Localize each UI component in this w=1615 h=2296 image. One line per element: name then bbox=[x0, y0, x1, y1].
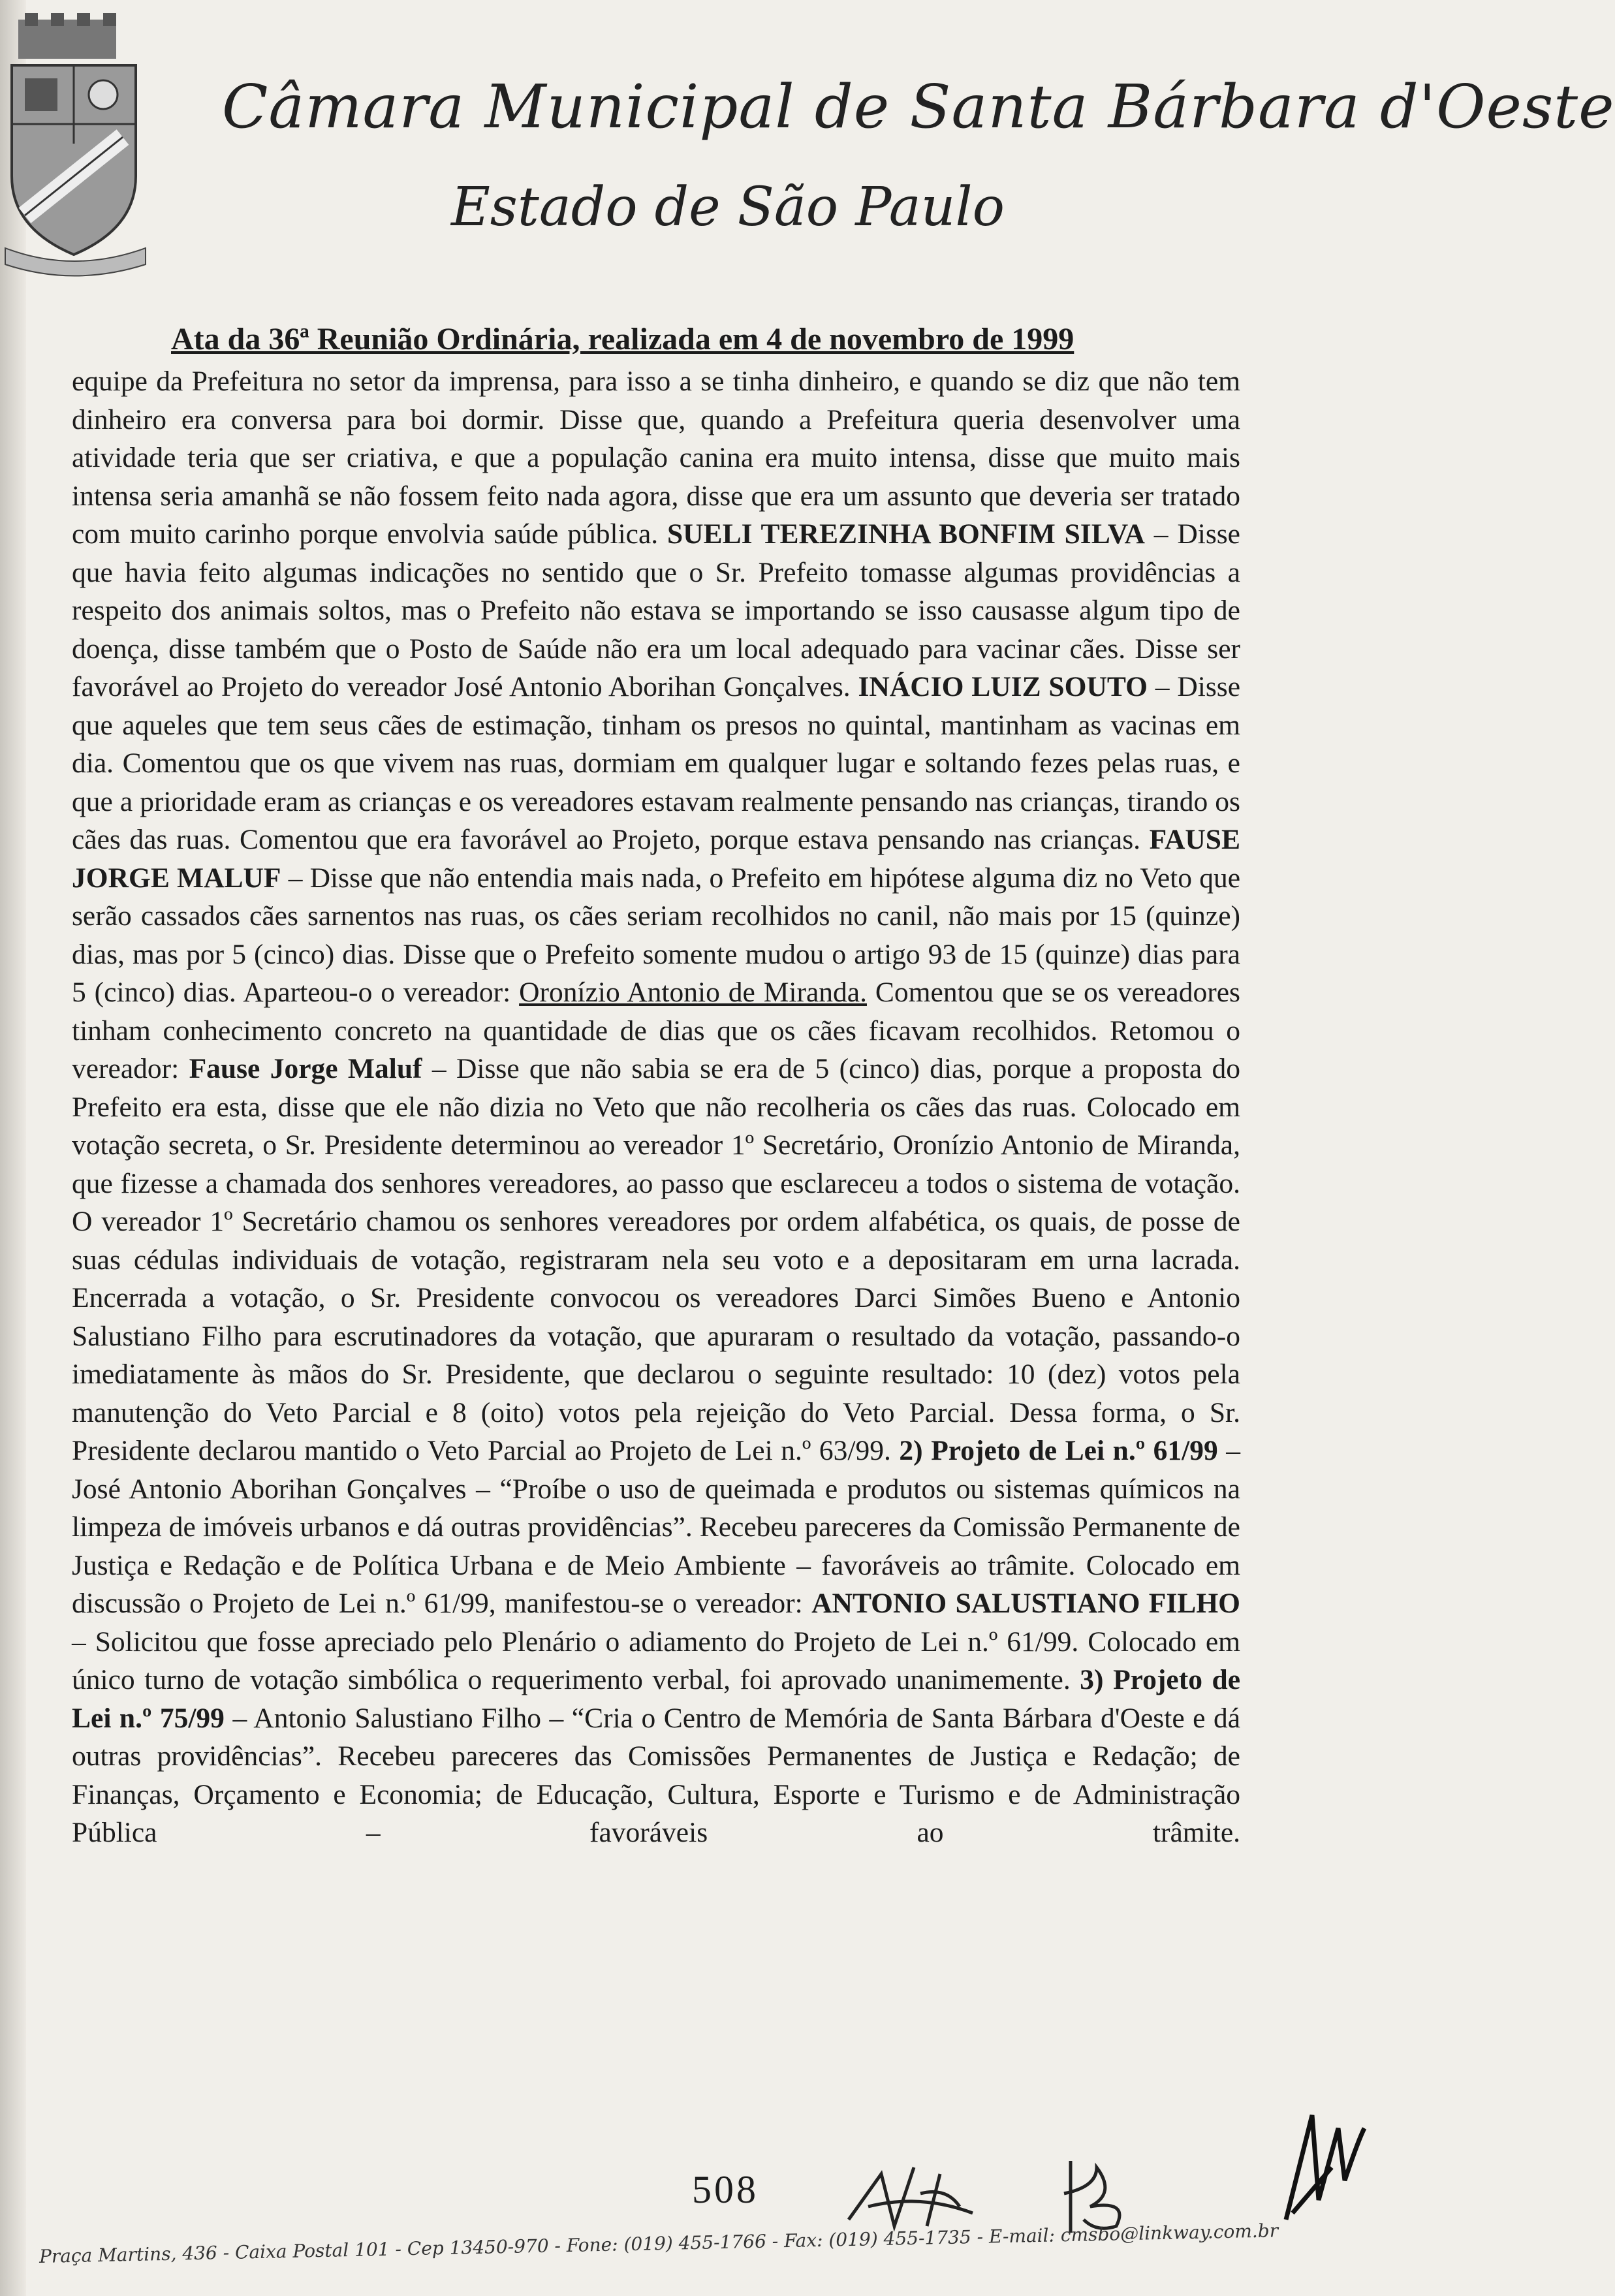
speaker-name: 2) Projeto de Lei n.º 61/99 bbox=[899, 1435, 1218, 1466]
body-text-segment: – Solicitou que fosse apreciado pelo Plenário o adiamento do Projeto de Lei n.º 61/99. Colocado em único turno de votação simbólica o requerimento verbal, foi aprovado unanimemente. bbox=[72, 1626, 1240, 1695]
body-text-segment: – Disse que não sabia se era de 5 (cinco) dias, porque a proposta do Prefeito era esta, disse que ele não dizia no Veto que não recolheria os cães das ruas. Colocado em votação secreta, o Sr. Presidente determinou ao vereador 1º Secretário, Oronízio Antonio de Miranda, que fizesse a chamada dos senhores vereadores, ao passo que esclareceu a todos o sistema de votação. O vereador 1º Secretário chamou os senhores vereadores por ordem alfabética, os quais, de posse de suas cédulas individuais de votação, registraram nela seu voto e a depositaram em urna lacrada. Encerrada a votação, o Sr. Presidente convocou os vereadores Darci Simões Bueno e Antonio Salustiano Filho para escrutinadores da votação, que apuraram o resultado da votação, passando-o imediatamente às mãos do Sr. Presidente, que declarou o seguinte resultado: 10 (dez) votos pela manutenção do Veto Parcial e 8 (oito) votos pela rejeição do Veto Parcial. Dessa forma, o Sr. Presidente declarou mantido o Veto Parcial ao Projeto de Lei n.º 63/99. bbox=[72, 1053, 1240, 1466]
body-text-segment: – Disse que havia feito algumas indicações no sentido que o Sr. Prefeito tomasse algumas providências a respeito dos animais soltos, mas o Prefeito não estava se importando se isso causasse algum tipo de doença, disse também que o Posto de Saúde não era um local adequado para vacinar cães. Disse ser favorável ao Projeto do vereador José Antonio Aborihan Gonçalves. bbox=[72, 518, 1240, 702]
speaker-name: ANTONIO SALUSTIANO FILHO bbox=[811, 1588, 1240, 1619]
body-text-segment: – José Antonio Aborihan Gonçalves – “Proíbe o uso de queimada e produtos ou sistemas químicos na limpeza de imóveis urbanos e dá outras providências”. Recebeu pareceres da Comissão Permanente de Justiça e Redação e de Política Urbana e de Meio Ambiente – favoráveis ao trâmite. Colocado em discussão o Projeto de Lei n.º 61/99, manifestou-se o vereador: bbox=[72, 1435, 1241, 1619]
speaker-name: SUELI TEREZINHA BONFIM SILVA bbox=[666, 518, 1145, 550]
speaker-name: 3) Projeto de Lei n.º 75/99 bbox=[72, 1664, 1241, 1734]
body-text-segment: – Disse que aqueles que tem seus cães de estimação, tinham os presos no quintal, mantinham as vacinas em dia. Comentou que os que vivem nas ruas, dormiam em qualquer lugar e soltando fezes pelas ruas, e que a prioridade eram as crianças e os vereadores estavam realmente pensando nas crianças, tirando os cães das ruas. Comentou que era favorável ao Projeto, porque estava pensando nas crianças. bbox=[72, 671, 1240, 855]
page-number: 508 bbox=[692, 2168, 759, 2211]
body-text-segment: Comentou que se os vereadores tinham conhecimento concreto na quantidade de dias que os cães ficavam recolhidos. Retomou o vereador: bbox=[72, 977, 1240, 1084]
header-state-name: Estado de São Paulo bbox=[450, 176, 1005, 238]
header-institution-name: Câmara Municipal de Santa Bárbara d'Oeste bbox=[222, 72, 1615, 142]
body-text-segment: – Disse que não entendia mais nada, o Prefeito em hipótese alguma diz no Veto que serão cassados cães sarnentos nas ruas, os cães seriam recolhidos no canil, não mais por 15 (quinze) dias, mas por 5 (cinco) dias. Disse que o Prefeito somente mudou o artigo 93 de 15 (quinze) dias para 5 (cinco) dias. Aparteou-o o vereador: bbox=[72, 862, 1241, 1008]
body-text-segment: equipe da Prefeitura no setor da imprensa, para isso a se tinha dinheiro, e quando se diz que não tem dinheiro era conversa para boi dormir. Disse que, quando a Prefeitura queria desenvolver uma atividade teria que ser criativa, e que a população canina era muito intensa, disse que muito mais intensa seria amanhã se não fossem feito nada agora, disse que era um assunto que deveria ser tratado com muito carinho porque envolvia saúde pública. bbox=[72, 366, 1240, 550]
speaker-name: FAUSE JORGE MALUF bbox=[72, 824, 1240, 894]
body-text-segment: – Antonio Salustiano Filho – “Cria o Centro de Memória de Santa Bárbara d'Oeste e dá outras providências”. Recebeu pareceres das Comissões Permanentes de Justiça e Redação; de Finanças, Orçamento e Economia; de Educação, Cultura, Esporte e Turismo e de Administração Pública – favoráveis ao trâmite. bbox=[72, 1702, 1241, 1848]
speaker-name: INÁCIO LUIZ SOUTO bbox=[858, 671, 1148, 702]
page-binding-shadow bbox=[0, 0, 26, 2296]
underlined-name: Oronízio Antonio de Miranda. bbox=[519, 977, 867, 1008]
speaker-name: Fause Jorge Maluf bbox=[189, 1053, 422, 1084]
minutes-body-text bbox=[72, 362, 1240, 1852]
footer-address: Praça Martins, 436 - Caixa Postal 101 - Cep 13450-970 - Fone: (019) 455-1766 - Fax: (019) 455-1735 - E-mail: cmsbo@linkway.com.br bbox=[39, 2220, 1279, 2267]
body-paragraph bbox=[72, 362, 1240, 1852]
signature-3 bbox=[1273, 2102, 1371, 2226]
document-title: Ata da 36ª Reunião Ordinária, realizada em 4 de novembro de 1999 bbox=[171, 322, 1074, 356]
